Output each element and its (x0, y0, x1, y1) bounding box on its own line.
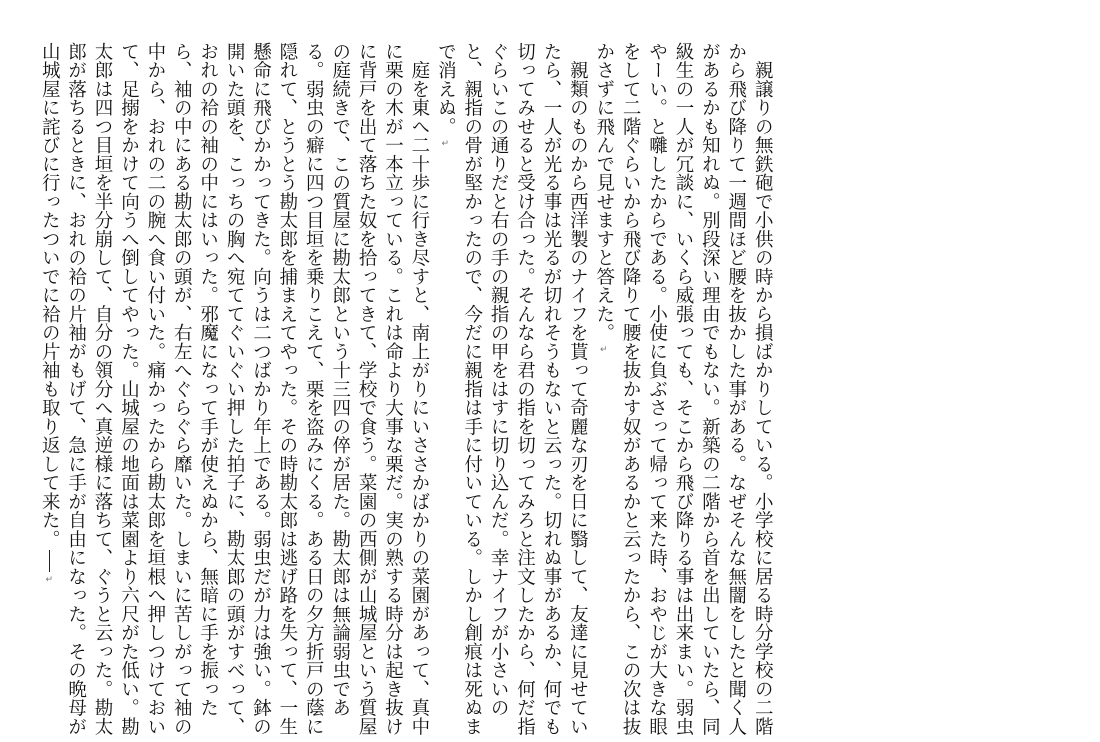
paragraph-end-mark-icon: ↵ (44, 575, 55, 586)
vertical-text-block (0, 42, 828, 742)
paragraph-1-text: 親譲りの無鉄砲で小供の時から損ばかりしている。小学校に居る時分学校の二階から飛び降りて一週間ほど腰を抜かした事がある。なぜそんな無闇をしたと聞く人があるかも知れぬ。別段深い理由でもない。新築の二階から首を出していたら、同級生の一人が冗談に、いくら威張っても、そこから飛び降りる事は出来まい。弱虫やーい。と囃したからである。小使に負ぶさって帰って来た時、おやじが大きな眼をして二階ぐらいから飛び降りて腰を抜かす奴があるかと云ったから、この次は抜かさずに飛んで見せますと答えた。 (593, 42, 774, 736)
paragraph-3 (36, 42, 432, 742)
paragraph-end-mark-icon: ↵ (440, 138, 451, 149)
paragraph-end-mark-icon: ↵ (598, 345, 609, 356)
paragraph-3-text: 庭を東へ二十歩に行き尽すと、南上がりにいささかばかりの菜園があって、真中に栗の木が一本立っている。これは命より大事な栗だ。実の熟する時分は起き抜けに背戸を出て落ちた奴を拾ってきて、学校で食う。菜園の西側が山城屋という質屋の庭続きで、この質屋に勘太郎という十三四の倅が居た。勘太郎は無論弱虫である。弱虫の癖に四つ目垣を乗りこえて、栗を盗みにくる。ある日の夕方折戸の蔭に隠れて、とうとう勘太郎を捕まえてやった。その時勘太郎は逃げ路を失って、一生懸命に飛びかかってきた。向うは二つばかり年上である。弱虫だが力は強い。鉢の開いた頭を、こっちの胸へ宛ててぐいぐい押した拍子に、勘太郎の頭がすべって、おれの袷の袖の中にはいった。邪魔になって手が使えぬから、無暗に手を振ったら、袖の中にある勘太郎の頭が、右左へぐらぐら靡いた。しまいに苦しがって袖の中から、おれの二の腕へ食い付いた。痛かったから勘太郎を垣根へ押しつけておいて、足搦をかけて向うへ倒してやった。山城屋の地面は菜園より六尺がた低い。勘太郎は四つ目垣を半分崩して、自分の領分へ真逆様に落ちて、ぐうと云った。勘太郎が落ちるときに、おれの袷の片袖がもげて、急に手が自由になった。その晩母が山城屋に詫びに行ったついでに袷の片袖も取り返して来た。 (39, 42, 430, 736)
paragraph-2 (432, 42, 590, 742)
paragraph-2-text: 親類のものから西洋製のナイフを貰って奇麗な刃を日に翳して、友達に見せていたら、一人が光る事は光るが切れそうもないと云った。切れぬ事があるか、何でも切ってみせると受け合った。そんなら君の指を切ってみろと注文したから、何だ指ぐらいこの通りだと右の手の親指の甲をはすに切り込んだ。幸ナイフが小さいのと、親指の骨が堅かったので、今だに親指は手に付いている。しかし創痕は死ぬまで消えぬ。 (435, 42, 589, 736)
paragraph-1 (590, 42, 775, 742)
text-cursor-icon (49, 550, 50, 572)
